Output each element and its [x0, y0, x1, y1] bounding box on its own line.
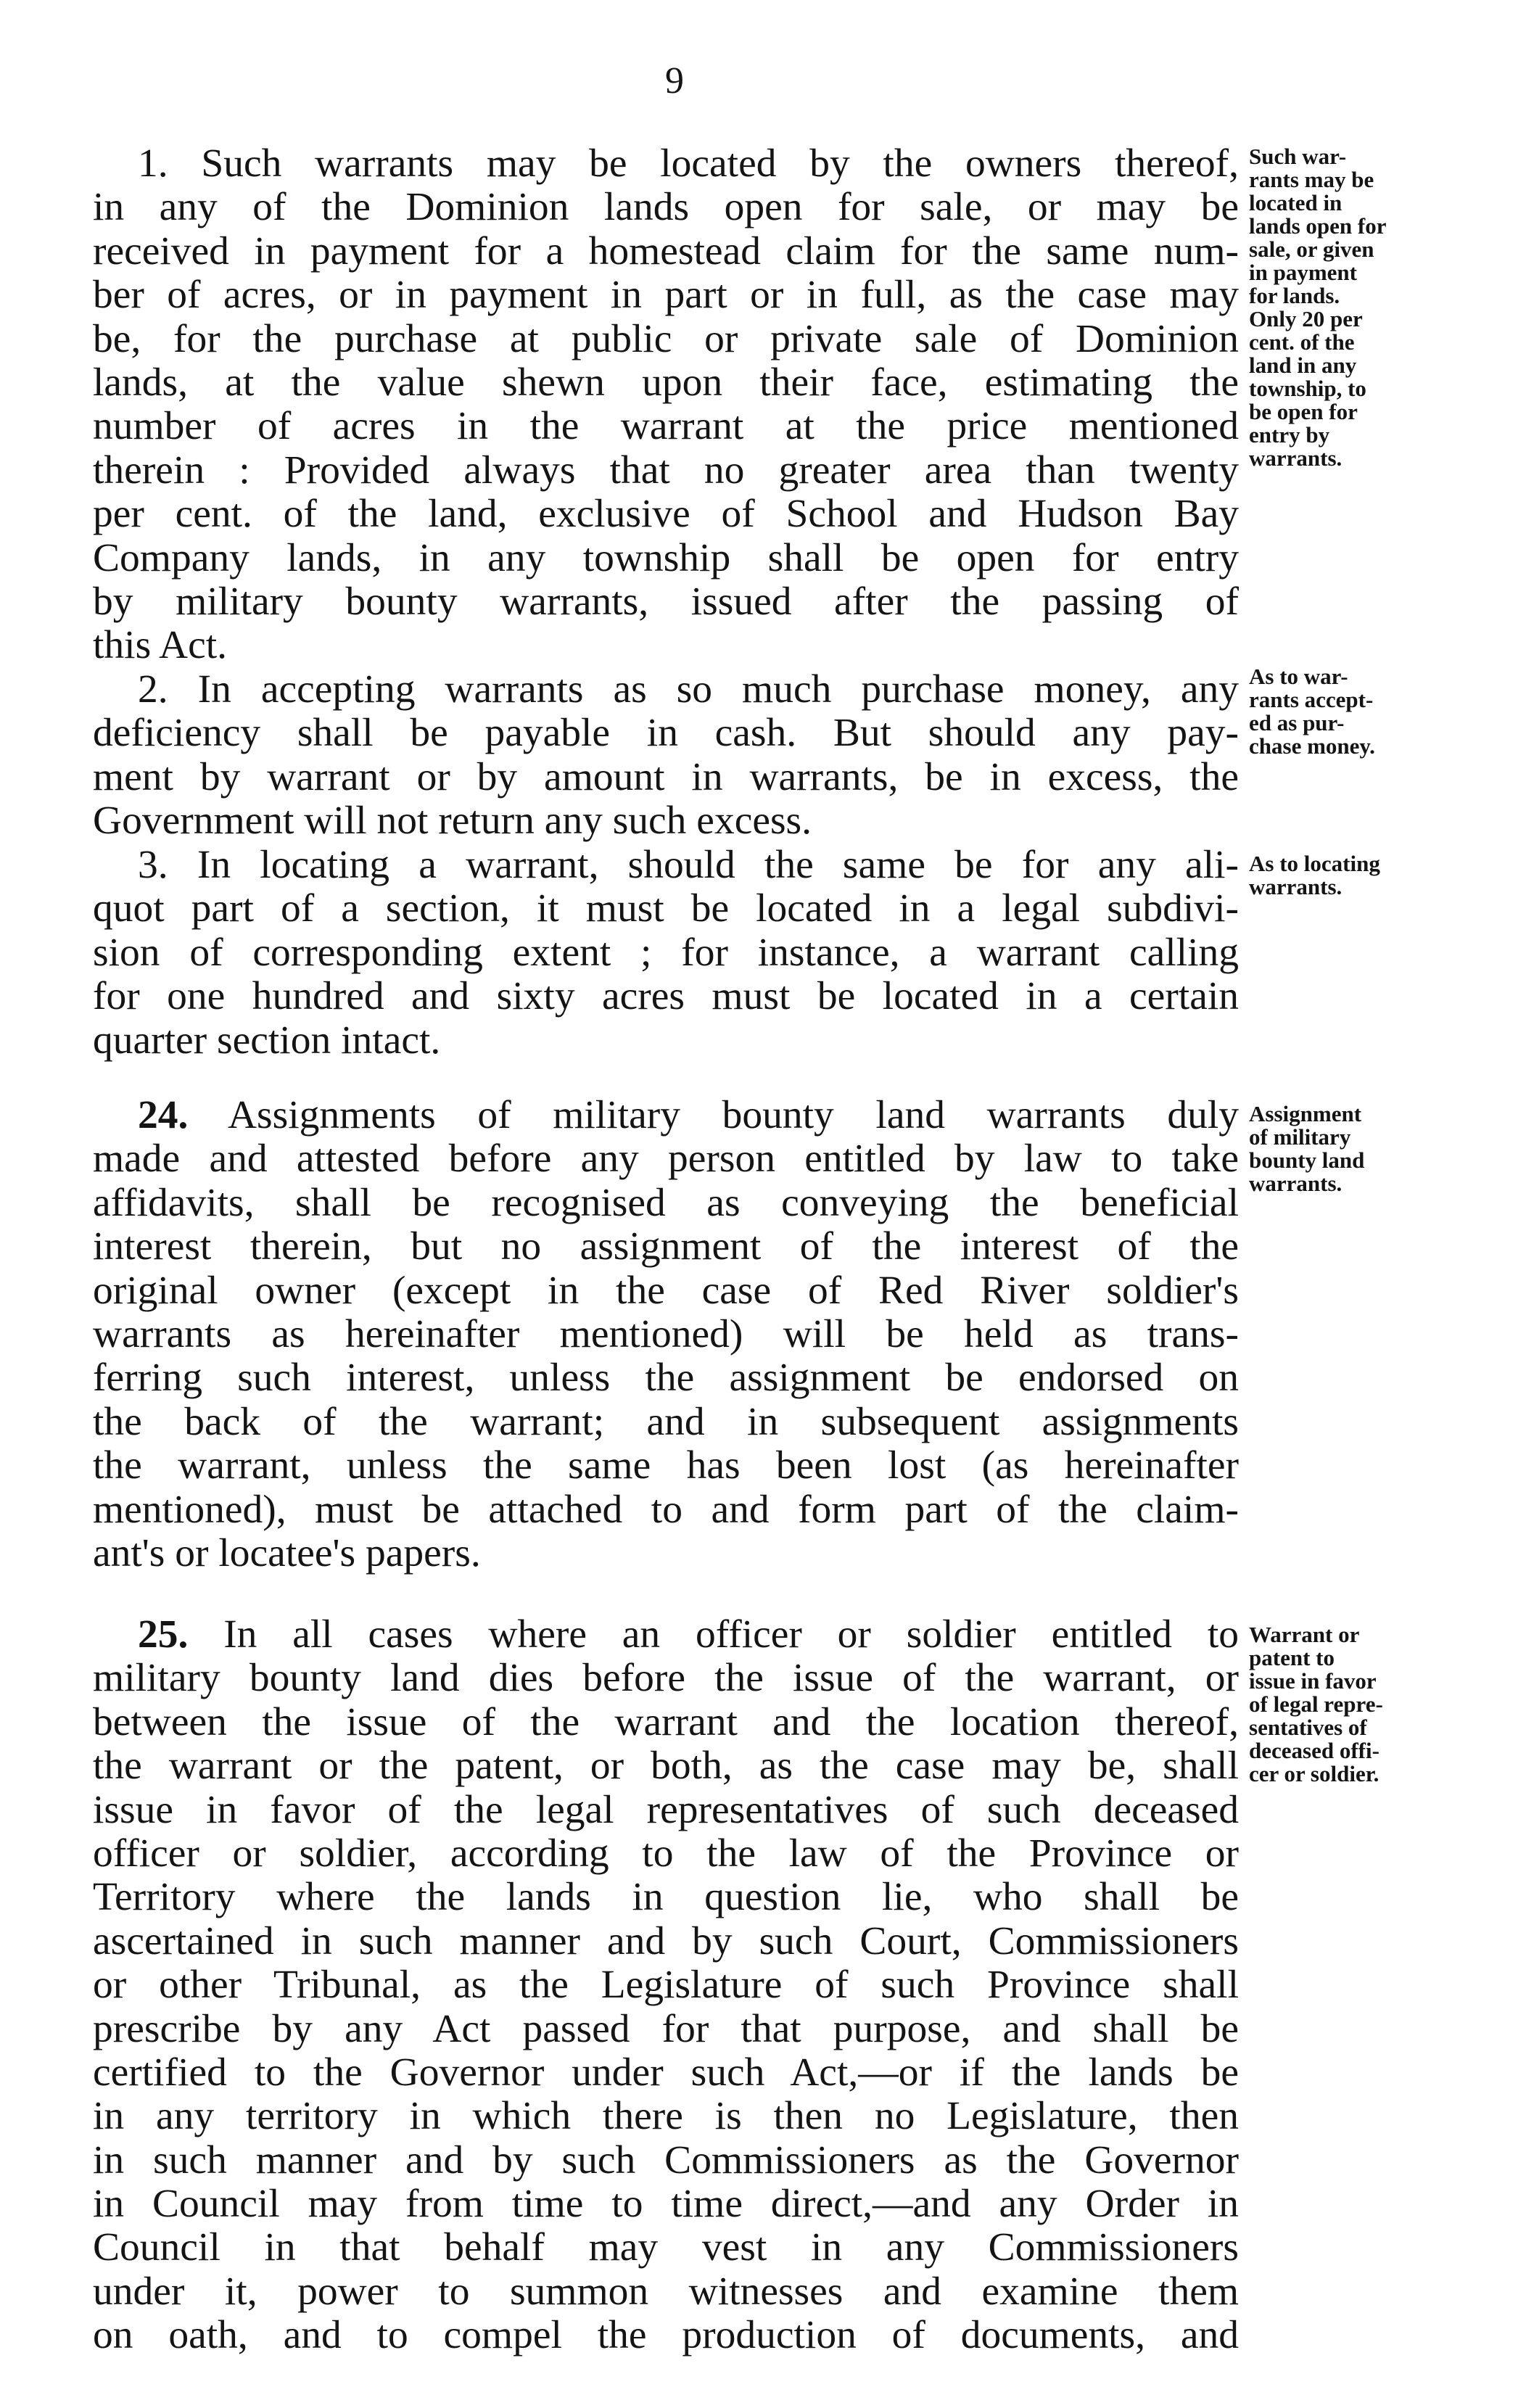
margin-note-line: chase money.	[1249, 733, 1375, 759]
text-line: in Council may from time to time direct,—and any Order in	[93, 2182, 1239, 2227]
section-number: 25.	[138, 1613, 189, 1657]
text-line: the warrant or the patent, or both, as the case may be, shall	[93, 1744, 1239, 1789]
text-line: therein : Provided always that no greater area than twenty	[93, 448, 1239, 492]
margin-note-line: township, to	[1249, 376, 1366, 401]
section-1-paragraph	[93, 142, 1239, 668]
margin-note-line: deceased offi-	[1249, 1738, 1379, 1763]
text-line: interest therein, but no assignment of the interest of the	[93, 1225, 1239, 1269]
text-line: per cent. of the land, exclusive of School and Hudson Bay	[93, 492, 1239, 537]
text-line: deficiency shall be payable in cash. But should any pay-	[93, 712, 1239, 756]
text-line: ascertained in such manner and by such Court, Commissioners	[93, 1919, 1239, 1963]
text-line: number of acres in the warrant at the price mentioned	[93, 405, 1239, 449]
section-2-paragraph	[93, 668, 1239, 844]
text-line: officer or soldier, according to the law of the Province or	[93, 1831, 1239, 1876]
text-line: made and attested before any person entitled by law to take	[93, 1137, 1239, 1182]
text-line: mentioned), must be attached to and form part of the claim-	[93, 1488, 1239, 1532]
text-line: between the issue of the warrant and the location thereof,	[93, 1700, 1239, 1744]
margin-note-line: land in any	[1249, 352, 1357, 378]
text-line: on oath, and to compel the production of documents, and	[93, 2314, 1239, 2358]
text-line: the warrant, unless the same has been lost (as hereinafter	[93, 1444, 1239, 1488]
margin-note-line: located in	[1249, 190, 1343, 215]
text-line	[93, 1094, 1239, 1137]
text-line: ant's or locatee's papers.	[93, 1531, 481, 1575]
margin-note-section-3	[1249, 852, 1430, 899]
margin-note-line: Warrant or	[1249, 1622, 1360, 1647]
margin-note-line: As to locating	[1249, 851, 1380, 876]
text-line: certified to the Governor under such Act,—or if the lands be	[93, 2050, 1239, 2095]
margin-note-line: for lands.	[1249, 283, 1340, 308]
text-line: prescribe by any Act passed for that purpose, and shall be	[93, 2007, 1239, 2051]
margin-note-line: As to war-	[1249, 664, 1348, 689]
text-line: issue in favor of the legal representatives of such deceased	[93, 1788, 1239, 1832]
margin-note-section-1	[1249, 145, 1430, 470]
section-24-paragraph	[93, 1094, 1239, 1575]
text-line: lands, at the value shewn upon their face, estimating the	[93, 360, 1239, 405]
text-line: for one hundred and sixty acres must be located in a certain	[93, 975, 1239, 1019]
text-line: Government will not return any such excess.	[93, 799, 812, 844]
text-line: 1. Such warrants may be located by the owners thereof,	[138, 142, 1239, 186]
text-line: 2. In accepting warrants as so much purchase money, any	[138, 668, 1239, 712]
text-line: Company lands, in any township shall be open for entry	[93, 536, 1239, 580]
text-line: the back of the warrant; and in subsequent assignments	[93, 1400, 1239, 1444]
text-line: be, for the purchase at public or private sale of Dominion	[93, 317, 1239, 361]
margin-note-line: sentatives of	[1249, 1715, 1367, 1740]
margin-note-line: Assignment	[1249, 1101, 1362, 1126]
margin-note-line: in payment	[1249, 260, 1357, 285]
text-line: warrants as hereinafter mentioned) will be held as trans-	[93, 1312, 1239, 1356]
text-span: In all cases where an officer or soldier entitled to	[223, 1613, 1239, 1657]
margin-note-line: entry by	[1249, 422, 1330, 448]
text-line: ferring such interest, unless the assignment be endorsed on	[93, 1356, 1239, 1401]
margin-note-line: cent. of the	[1249, 329, 1355, 355]
text-line: ber of acres, or in payment in part or in full, as the case may	[93, 273, 1239, 318]
section-25-paragraph	[93, 1613, 1239, 2358]
margin-note-line: lands open for	[1249, 213, 1387, 239]
margin-note-line: rants accept-	[1249, 687, 1374, 712]
text-line: quarter section intact.	[93, 1018, 441, 1063]
margin-note-line: bounty land	[1249, 1147, 1365, 1173]
text-line: or other Tribunal, as the Legislature of such Province shall	[93, 1963, 1239, 2008]
margin-note-line: ed as pur-	[1249, 710, 1345, 735]
margin-note-section-2	[1249, 665, 1430, 758]
text-line: Territory where the lands in question lie, who shall be	[93, 1876, 1239, 1920]
text-line: in such manner and by such Commissioners as the Governor	[93, 2138, 1239, 2182]
text-line: 3. In locating a warrant, should the same be for any ali-	[138, 844, 1239, 887]
text-line: received in payment for a homestead claim for the same num-	[93, 229, 1239, 273]
text-line: sion of corresponding extent ; for instance, a warrant calling	[93, 931, 1239, 975]
margin-note-line: of legal repre-	[1249, 1691, 1383, 1717]
margin-note-line: issue in favor	[1249, 1668, 1377, 1694]
text-line: affidavits, shall be recognised as conveying the beneficial	[93, 1181, 1239, 1225]
margin-note-line: patent to	[1249, 1645, 1335, 1670]
text-line: military bounty land dies before the issue of the warrant, or	[93, 1657, 1239, 1701]
margin-note-section-24	[1249, 1102, 1430, 1195]
text-line: in any territory in which there is then no Legislature, then	[93, 2095, 1239, 2139]
text-span: Assignments of military bounty land warrants duly	[227, 1094, 1239, 1137]
text-line: quot part of a section, it must be located in a legal subdivi-	[93, 887, 1239, 931]
margin-note-line: warrants.	[1249, 1171, 1343, 1196]
section-number: 24.	[138, 1094, 189, 1137]
margin-note-line: Only 20 per	[1249, 306, 1363, 331]
margin-note-line: be open for	[1249, 399, 1358, 424]
margin-note-line: warrants.	[1249, 445, 1343, 471]
margin-note-line: of military	[1249, 1124, 1351, 1150]
margin-note-line: cer or soldier.	[1249, 1761, 1379, 1786]
margin-note-line: sale, or given	[1249, 236, 1374, 262]
text-line: by military bounty warrants, issued after the passing of	[93, 580, 1239, 624]
margin-note-line: rants may be	[1249, 167, 1374, 192]
text-line: ment by warrant or by amount in warrants, be in excess, the	[93, 755, 1239, 799]
margin-note-line: Such war-	[1249, 144, 1347, 169]
text-line: this Act.	[93, 624, 228, 668]
section-3-paragraph	[93, 844, 1239, 1063]
text-line	[93, 1613, 1239, 1657]
page-number: 9	[665, 60, 684, 102]
text-line: in any of the Dominion lands open for sale, or may be	[93, 186, 1239, 230]
text-line: under it, power to summon witnesses and examine them	[93, 2269, 1239, 2314]
text-line: original owner (except in the case of Red River soldier's	[93, 1269, 1239, 1313]
margin-note-section-25	[1249, 1623, 1430, 1786]
text-line: Council in that behalf may vest in any Commissioners	[93, 2226, 1239, 2270]
margin-note-line: warrants.	[1249, 874, 1343, 899]
